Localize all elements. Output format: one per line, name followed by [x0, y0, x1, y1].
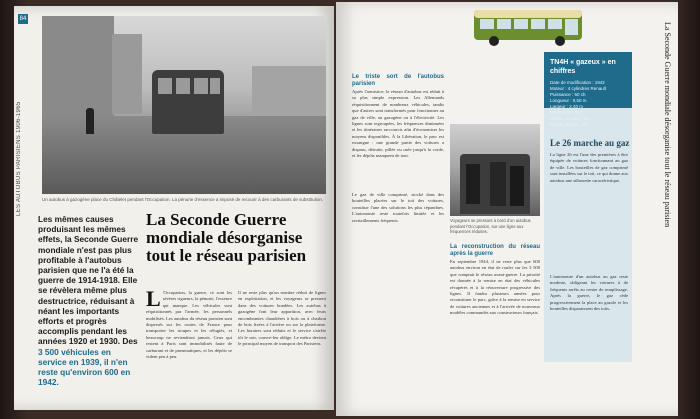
spec-item: Places debout : 18 [550, 122, 588, 127]
intro-paragraph [38, 214, 140, 387]
spec-item: Puissance : 50 ch [550, 92, 586, 97]
right-column-1 [352, 72, 444, 192]
drop-cap: L [146, 290, 161, 311]
spec-item: Places assises : 32 [550, 116, 589, 121]
right-column-1b: Le gaz de ville comprimé, stocké dans des bouteilles placées sur le toit des voitures, constitue l'une des solutions les plus répandues. L'autonomie reste toutefois limitée et les ravitaillements fréquents. [352, 192, 444, 223]
page-number: 84 [19, 16, 27, 22]
right-page [336, 2, 678, 416]
intro-part1: Les mêmes causes produisant les mêmes effets, la Seconde Guerre mondiale n'est pas plus profitable à l'autobus parisien que ne l'a été la guerre de 1914-1918. [38, 214, 139, 286]
photo-building-right [252, 66, 326, 116]
photo-bus [152, 70, 224, 134]
photo-pedestrian [86, 108, 94, 134]
box2-text: La ligne 26 est l'une des premières à être équipée de voitures fonctionnant au gaz de ville. Les bouteilles de gaz comprimé sont installées sur le toit, ce qui donne aux autobus une silhouette caractéristique. [550, 152, 628, 183]
photo2-crowd [466, 164, 480, 204]
section2-title: La reconstruction du réseau après la guerre [450, 244, 540, 257]
left-column-2: Il ne reste plus qu'un nombre réduit de lignes en exploitation, et les voyageurs se pressent dans des voitures bondées. Les autobus à gazogène font leur apparition, avec leurs encombrantes chaudières à bois ou à charbon de bois fixées à l'arrière ou sur la plateforme. Les horaires sont réduits et le service s'arrête tôt le soir, couvre-feu oblige. Le métro devient le principal moyen de transport des Parisiens. [238, 290, 326, 347]
green-bus-illustration [472, 6, 584, 48]
photo-building-mid [112, 34, 142, 114]
photo-building-left [42, 16, 114, 116]
right-column-2 [450, 242, 540, 404]
spec-item: Largeur : 2,40 m [550, 104, 584, 109]
spec-item: Poids total : 10 t [550, 110, 583, 115]
box2-title: Le 26 marche au gaz [550, 138, 630, 148]
left-page [14, 6, 334, 410]
running-head: LES AUTOBUS PARISIENS 1906-1965 [16, 101, 22, 216]
intro-part2: Elle se révèlera même plus destructrice, réduisant à néant les importants efforts et progrès accomplis pendant les années 1920 et 1930. [38, 275, 138, 347]
secondary-photo [450, 124, 540, 216]
secondary-photo-caption: Voyageurs se pressant à bord d'un autobus pendant l'Occupation, sur une ligne aux fréquences réduites. [450, 218, 531, 234]
main-photo [42, 16, 326, 194]
right-spine-title: La Seconde Guerre mondiale désorganise tout le réseau parisien [663, 22, 672, 228]
photo-caption: Un autobus à gazogène place du Châtelet pendant l'Occupation. La pénurie d'essence a imposé de recourir à des carburants de substitution. [42, 197, 324, 202]
sidebar-title: TN4H « gazeux » en chiffres [550, 59, 616, 75]
spec-list [550, 80, 630, 128]
section1-title: Le triste sort de l'autobus parisien [352, 74, 444, 87]
sidebar-lower-text: L'autonomie d'un autobus au gaz reste modeste, obligeant les voitures à de fréquents arrêts au centre de remplissage. Après la guerre, le gaz cède progressivement la place au gazole et les bouteilles disparaissent des toits. [550, 274, 628, 312]
right-column-1-text: Après l'armistice, le réseau d'autobus est réduit à sa plus simple expression. Les Allemands réquisitionnent de nombreux véhicules, tandis que d'autres sont transformés pour fonctionner au gaz de ville, au gazogène ou à l'électricité. Les lignes sont regroupées, les fréquences diminuées et les itinéraires raccourcis afin d'économiser les moyens disponibles. À la Libération, le parc est exsangue : une grande partie des voitures a disparu, détruite, pillée ou usée jusqu'à la corde, et les dépôts manquent de tout. [352, 89, 444, 159]
right-column-2-text: En septembre 1944, il ne reste plus que 600 autobus environ en état de rouler sur les 3 500 que comptait le réseau avant-guerre. La priorité est donnée à la remise en état des véhicules récupérés et à la réouverture progressive des lignes. Il faudra plusieurs années pour reconstituer le parc, grâce à la remise en service de voitures anciennes et à l'arrivée de nouveaux modèles commandés aux constructeurs français. [450, 259, 540, 316]
intro-highlight: 3 500 véhicules en service en 1939, il n'en reste qu'environ 600 en 1942. [38, 346, 131, 388]
spec-item: Date de modification : 1942 [550, 80, 605, 85]
left-column-1-text: 'Occupation, la guerre, ce sont les sévères rigueurs, la pénurie, l'essence qui manque. Les véhicules sont réquisitionnés par l'armée, les personnels mobilisés. Les autobus du réseau parisien sont dispersés sur les routes de France pour transporter les troupes et les réfugiés, et beaucoup ne reviendront jamais. Ceux qui restent à Paris sont immobilisés faute de carburant et de pneumatiques, et les dépôts se vident peu à peu. [146, 290, 232, 360]
article-headline: La Seconde Guerre mondiale désorganise tout le réseau parisien [146, 210, 307, 265]
left-column-1 [146, 290, 232, 408]
spec-item: Longueur : 9,50 m [550, 98, 587, 103]
intro-part3-prefix: Des [122, 336, 138, 347]
spec-item: Moteur : 4 cylindres Renault [550, 86, 607, 91]
